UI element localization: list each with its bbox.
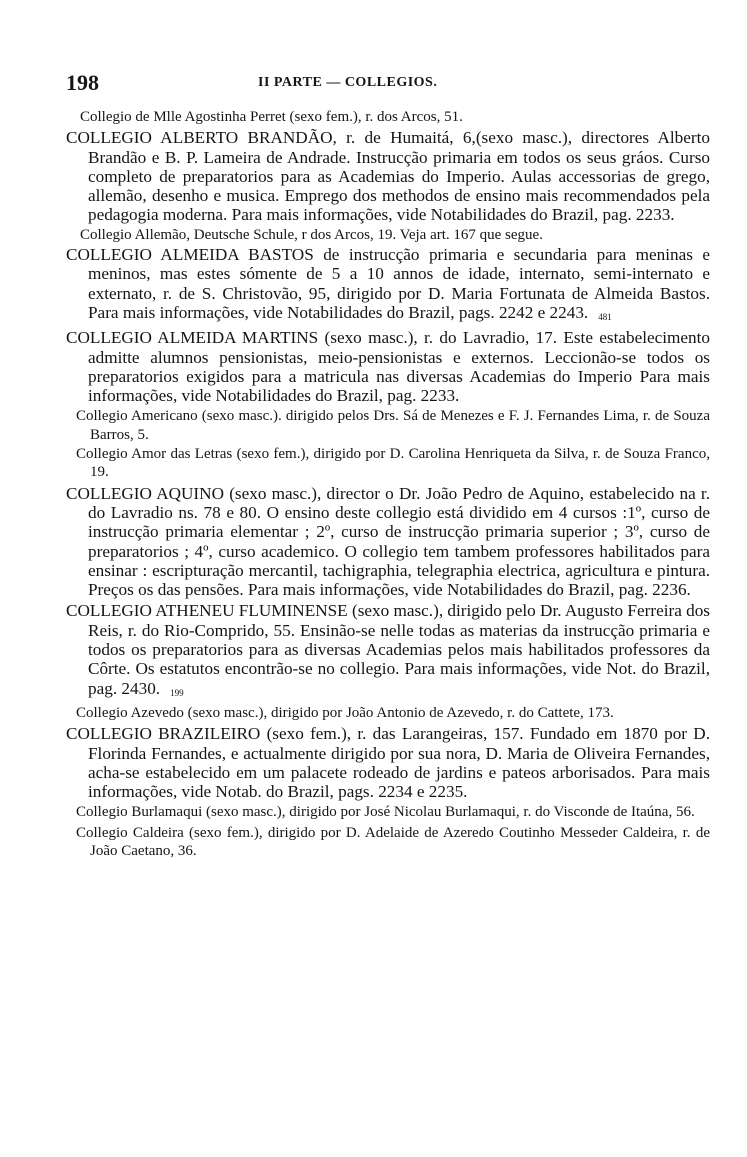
entry-brazileiro: COLLEGIO BRAZILEIRO (sexo fem.), r. das Larangeiras, 157. Fundado em 1870 por D. Florinda Fernandes, e actualmente dirigido por sua nora, D. Maria de Oliveira Fernandes, acha-se estabelecido em um palacete rodeado de jardins e pateos arborisados. Para mais informações, vide Notab. do Brazil, pags. 2234 e 2235. [66,724,710,802]
page-number: 198 [66,70,99,95]
marginal-number: 481 [598,311,612,322]
entry-aquino: COLLEGIO AQUINO (sexo masc.), director o Dr. João Pedro de Aquino, estabelecido na r. do Lavradio ns. 78 e 80. O ensino deste collegio está dividido em 4 cursos :1º, curso de instrucção primaria elementar ; 2º, curso de instrucção primaria superior ; 3º, curso de preparatorios ; 4º, curso academico. O collegio tem tambem professores habilitados para ensinar : escripturação mercantil, tachigraphia, telegraphia electrica, agricultura e pintura. Preços os das pensões. Para mais informações, vide Notabilidades do Brazil, pag. 2236. [66,483,710,600]
page-body [66,108,710,860]
entry-burlamaqui: Collegio Burlamaqui (sexo masc.), dirigido por José Nicolau Burlamaqui, r. do Visconde de Itaúna, 56. [76,804,695,821]
entry-perret: Collegio de Mlle Agostinha Perret (sexo fem.), r. dos Arcos, 51. [80,109,463,125]
entry-caldeira: Collegio Caldeira (sexo fem.), dirigido por D. Adelaide de Azeredo Coutinho Messeder Caldeira, r. de João Caetano, 36. [76,824,710,859]
marginal-number: 199 [170,687,184,698]
entry-allemao: Collegio Allemão, Deutsche Schule, r dos Arcos, 19. Veja art. 167 que segue. [80,226,543,243]
entry-atheneu-fluminense: COLLEGIO ATHENEU FLUMINENSE (sexo masc.), dirigido pelo Dr. Augusto Ferreira dos Reis, r. do Rio-Comprido, 55. Ensinão-se nelle todas as materias da instrucção primaria e todos os preparatorios para as diversas Academias pelos mais habilitados professores da Côrte. Os estatutos encontrão-se no collegio. Para mais informações, vide Not. do Brazil, pag. 2430. 199 [66,601,710,698]
entry-amor-das-letras: Collegio Amor das Letras (sexo fem.), dirigido por D. Carolina Henriqueta da Silva, r. de Souza Franco, 19. [76,446,710,481]
entry-alberto-brandao: COLLEGIO ALBERTO BRANDÃO, r. de Humaitá, 6,(sexo masc.), directores Alberto Brandão e B. P. Lameira de Andrade. Instrucção primaria em todos os seus gráos. Curso completo de preparatorios para as Academias do Imperio. Aulas accessorias de grego, allemão, desenho e musica. Emprego dos methodos de ensino mais recommendados pela pedagogia moderna. Para mais informações, vide Notabilidades do Brazil, pag. 2233. [66,128,710,225]
entry-americano: Collegio Americano (sexo masc.). dirigido pelos Drs. Sá de Menezes e F. J. Fernandes Lima, r. de Souza Barros, 5. [76,408,710,443]
running-title: II PARTE — COLLEGIOS. [258,75,438,90]
page-header [66,70,706,94]
entry-azevedo: Collegio Azevedo (sexo masc.), dirigido por João Antonio de Azevedo, r. do Cattete, 173. [76,704,614,721]
entry-almeida-bastos: COLLEGIO ALMEIDA BASTOS de instrucção primaria e secundaria para meninas e meninos, mas estes sómente de 5 a 10 annos de idade, internato, semi-internato e externato, r. de S. Christovão, 95, dirigido por D. Maria Fortunata de Almeida Bastos. Para mais informações, vide Notabilidades do Brazil, pags. 2242 e 2243. 481 [66,245,710,322]
entry-almeida-martins: COLLEGIO ALMEIDA MARTINS (sexo masc.), r. do Lavradio, 17. Este estabelecimento admitte alumnos pensionistas, meio-pensionistas e externos. Leccionão-se todos os preparatorios exigidos para a matricula nas diversas Academias do Imperio Para mais informações, vide Notabilidades do Brazil, pag. 2233. [66,328,710,406]
